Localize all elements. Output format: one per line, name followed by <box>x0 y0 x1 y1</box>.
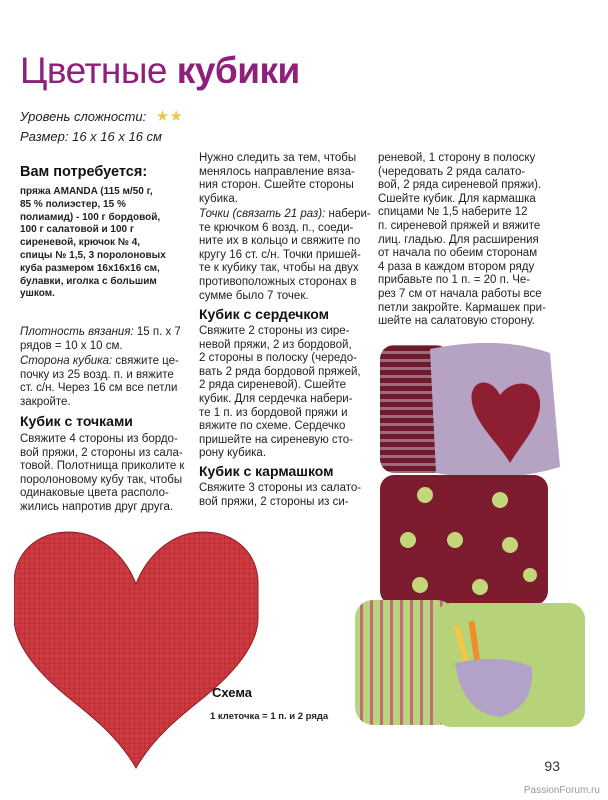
size-label: Размер: 16 х 16 х 16 см <box>20 129 162 144</box>
difficulty-stars <box>156 107 183 125</box>
heart-cube-text <box>199 325 374 461</box>
watermark: PassionForum.ru <box>523 785 600 796</box>
gauge-label: Плотность вязания: <box>20 326 134 338</box>
heart-cube-line: Свяжите 2 стороны из сире- <box>199 325 350 337</box>
col2-line: менялось направление вяза- <box>199 165 355 178</box>
col2-intro <box>199 152 374 206</box>
side-line: ст. с/н. Через 16 см все петли <box>20 382 178 395</box>
heart-shape <box>14 532 258 768</box>
gauge-line: рядов = 10 х 10 см. <box>20 339 123 352</box>
col3-line: прибавьте по 1 п. = 20 п. Че- <box>378 274 531 287</box>
pocket-cube-text <box>199 482 374 509</box>
materials-line: пряжа AMANDA (115 м/50 г, <box>20 186 153 197</box>
dots-cube-text <box>20 433 195 515</box>
heart-cube-line: рону кубика. <box>199 447 267 460</box>
col3-line: реневой, 1 сторону в полоску <box>378 152 536 164</box>
heart-cube-line: пришейте на сиреневую сто- <box>199 433 354 446</box>
dots-line: те крючком 6 возд. п., соеди- <box>199 221 354 234</box>
heart-cube-line: 2 стороны в полоску (чередо- <box>199 352 357 365</box>
star-icon: ★ <box>155 108 170 125</box>
col2-line: кубика. <box>199 192 238 205</box>
title-bold: кубики <box>176 50 300 91</box>
heart-cube-line: вать 2 ряда бордовой пряжей, <box>199 365 361 378</box>
materials-line: ушком. <box>20 288 55 300</box>
pocket-cube-line: Свяжите 3 стороны из салато- <box>199 482 362 494</box>
col3-line: шейте на салатовую сторону. <box>378 315 535 328</box>
side-line: почку из 25 возд. п. и вяжите <box>20 368 174 381</box>
col2-line: Нужно следить за тем, чтобы <box>199 152 357 164</box>
col3-line: от начала по обеим сторонам <box>378 247 538 260</box>
heart-cube-line: невой пряжи, 2 из бордовой, <box>199 338 352 351</box>
dots-line: те к кубику так, чтобы на двух <box>199 262 359 275</box>
side-label: Сторона кубика: <box>20 355 113 367</box>
dots-cube-line: товой. Полотнища приколите к <box>20 460 185 473</box>
gauge-text <box>20 326 192 353</box>
materials-line: 85 % полиэстер, 15 % <box>20 198 126 210</box>
heart-scheme-chart <box>14 528 264 778</box>
col3-line: (чередовать 2 ряда салато- <box>378 165 526 178</box>
middle-cube <box>380 475 548 605</box>
scheme-legend: 1 клеточка = 1 п. и 2 ряда <box>210 711 329 722</box>
dots-cube-line: вой пряжи, 2 стороны из сала- <box>20 446 183 459</box>
difficulty-label: Уровень сложности: <box>20 109 147 124</box>
difficulty-row <box>20 107 183 125</box>
scheme-title: Схема <box>212 685 253 700</box>
materials-heading: Вам потребуется: <box>20 164 148 180</box>
col3-line: 4 раза в каждом втором ряду <box>378 260 535 273</box>
materials-line: спицы № 1,5, 3 поролоновых <box>20 249 166 261</box>
gauge-line: 15 п. х 7 <box>133 326 181 338</box>
dots-cube-line: жились напротив друг друга. <box>20 500 174 513</box>
heart-cube-line: кубик. Для сердечка набери- <box>199 392 353 405</box>
heart-cube-line: вяжите по схеме. Сердечко <box>199 420 346 433</box>
dots-line: противоположных сторонах в <box>199 275 357 288</box>
dots-cube-line: Свяжите 4 стороны из бордо- <box>20 433 178 445</box>
dots-label: Точки (связать 21 раз): <box>199 208 326 220</box>
dots-text <box>199 208 374 303</box>
dots-cube-line: поролоновому кубу так, чтобы <box>20 473 183 486</box>
dots-line: набери- <box>325 208 371 220</box>
col3-line: спицами № 1,5 наберите 12 <box>378 206 528 219</box>
dots-line: кругу 16 ст. с/н. Точки пришей- <box>199 248 361 261</box>
heart-cube-line: те 1 п. из бордовой пряжи и <box>199 406 348 419</box>
cubes-photo <box>350 335 590 735</box>
top-cube <box>380 343 560 478</box>
pocket-cube-line: вой пряжи, 2 стороны из си- <box>199 495 349 508</box>
side-line: свяжите це- <box>112 355 179 367</box>
col3-line: Сшейте кубик. Для кармашка <box>378 192 536 205</box>
heart-cube-heading: Кубик с сердечком <box>199 306 329 322</box>
dots-cube-line: одинаковые цвета располо- <box>20 487 169 500</box>
heart-cube-line: 2 ряда сиреневой). Сшейте <box>199 379 347 392</box>
dots-line: сумме было 7 точек. <box>199 289 309 302</box>
dots-line: ните их в кольцо и свяжите по <box>199 235 361 248</box>
col3-text <box>378 152 558 329</box>
materials-line: булавки, иголка с большим <box>20 275 157 287</box>
materials-line: сиреневой, крючок № 4, <box>20 237 141 249</box>
title-light: Цветные <box>20 50 168 91</box>
page-title <box>20 50 300 92</box>
dots-cube-heading: Кубик с точками <box>20 413 133 429</box>
materials-line: куба размером 16х16х16 см, <box>20 262 160 274</box>
materials-line: 100 г салатовой и 100 г <box>20 224 135 236</box>
side-line: закройте. <box>20 395 71 408</box>
page-number: 93 <box>544 758 560 774</box>
side-text <box>20 355 192 409</box>
col3-line: рез 7 см от начала работы все <box>378 287 542 300</box>
col3-line: вой, 2 ряда сиреневой пряжи). <box>378 179 542 192</box>
bottom-cube <box>355 600 585 727</box>
col3-line: п. сиреневой пряжей и вяжите <box>378 219 541 232</box>
col3-line: петли закройте. Кармашек при- <box>378 301 546 314</box>
col2-line: ния сторон. Сшейте стороны <box>199 179 354 192</box>
materials-line: полиамид) - 100 г бордовой, <box>20 211 161 223</box>
pocket-cube-heading: Кубик с кармашком <box>199 463 334 479</box>
col3-line: лиц. гладью. Для расширения <box>378 233 539 246</box>
star-icon: ★ <box>169 108 183 125</box>
materials-text <box>20 186 190 301</box>
